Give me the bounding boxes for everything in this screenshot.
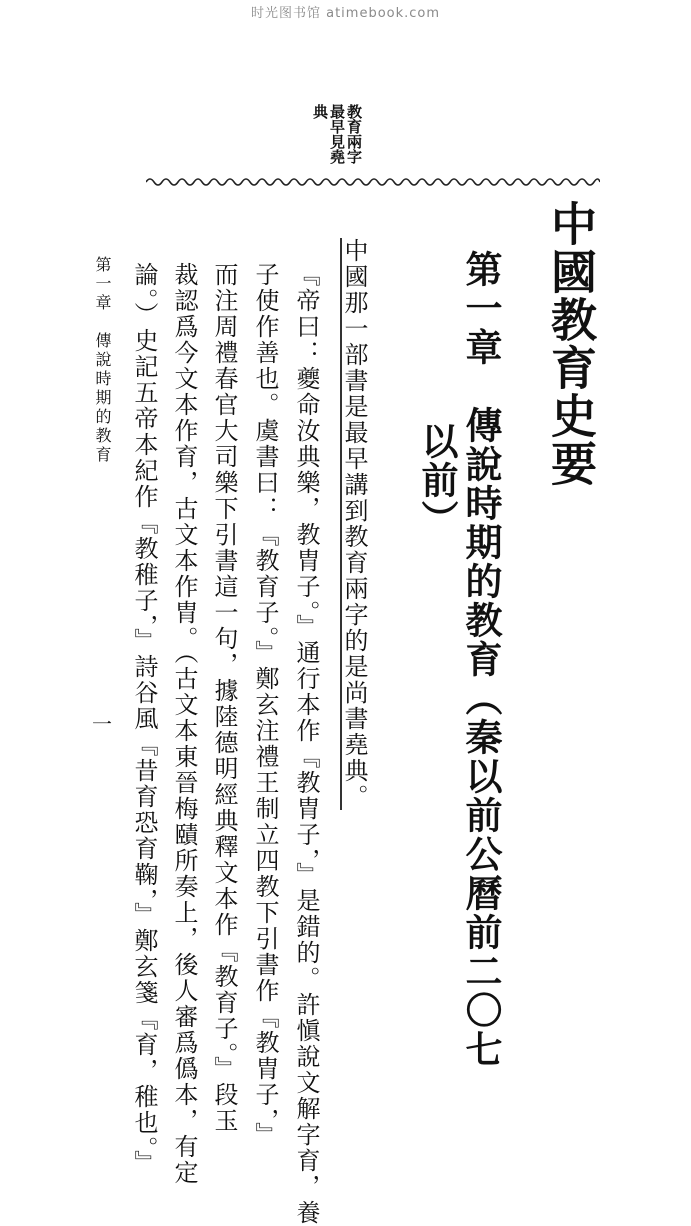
- chapter-title-continued: 以前）: [415, 422, 459, 539]
- body-column: 子使作善也。虞書曰：『教育子。』鄭玄注禮王制立四教下引書作『教胄子，』: [251, 262, 279, 1148]
- chapter-title: 第一章 傳說時期的教育（秦以前公曆前二〇七: [459, 250, 503, 1069]
- margin-note-line: 教育兩字: [345, 104, 363, 164]
- wavy-divider: [146, 176, 600, 188]
- body-column: 『帝曰：夔命汝典樂，教胄子。』通行本作『教胄子，』是錯的。許愼說文解字育，養: [292, 262, 320, 1226]
- body-column: 中國那一部書是最早講到教育兩字的是尚書堯典。: [340, 238, 368, 810]
- margin-note-line: 典: [311, 104, 329, 119]
- body-column: 論。）史記五帝本紀作『教稚子，』詩谷風『昔育恐育鞠，』鄭玄箋『育，稚也。』: [130, 262, 158, 1176]
- body-column: 而注周禮春官大司樂下引書這一句，據陸德明經典釋文本作『教育子。』段玉: [210, 262, 238, 1134]
- book-title: 中國教育史要: [544, 200, 598, 488]
- margin-note: [312, 104, 361, 174]
- running-head: 第一章 傳說時期的教育: [93, 256, 112, 465]
- watermark: 时光图书馆 atimebook.com: [250, 6, 441, 21]
- margin-note-line: 最早見堯: [328, 104, 346, 164]
- body-column: 裁認爲今文本作育，古文本作胄。（古文本東晉梅賾所奏上，後人審爲僞本，有定: [170, 262, 198, 1186]
- page-number: 一: [92, 712, 112, 736]
